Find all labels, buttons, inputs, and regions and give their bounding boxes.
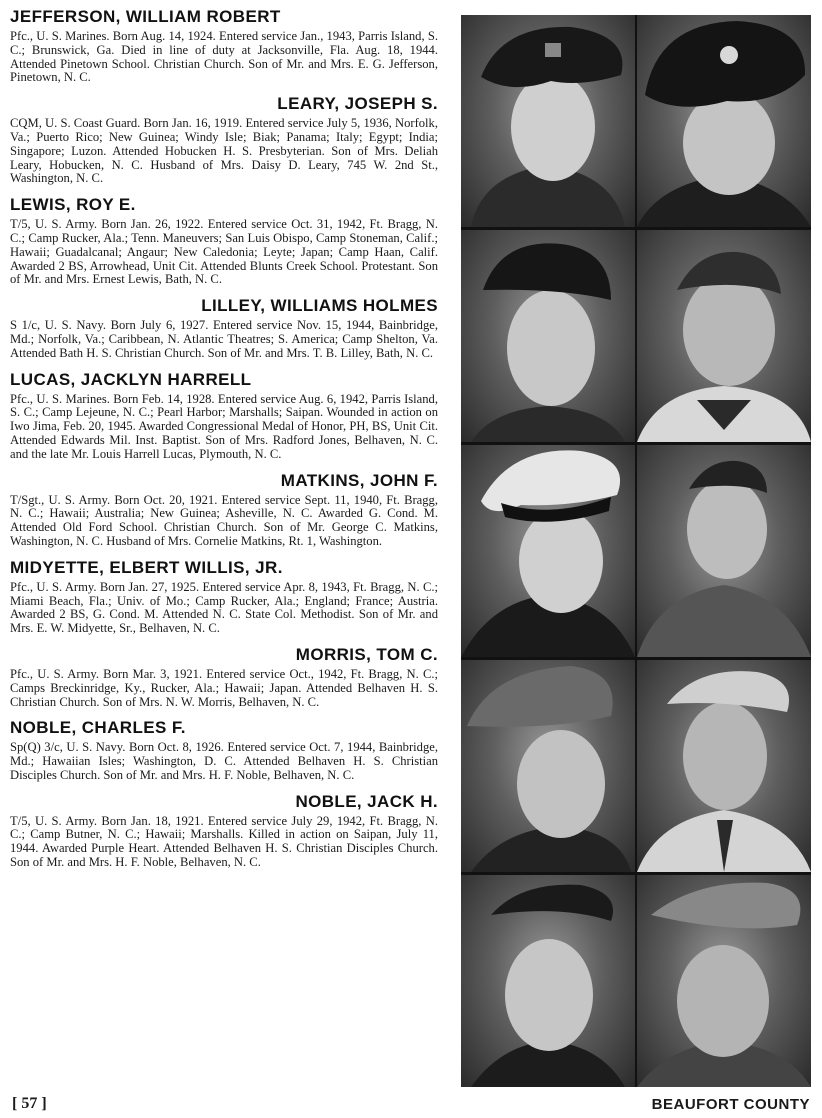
entry-name: MATKINS, JOHN F.	[280, 470, 438, 490]
entry-bio: S 1/c, U. S. Navy. Born July 6, 1927. Entered service Nov. 15, 1944, Bainbridge, Md.; Norfolk, Va.; Caribbean, N. Atlantic Theatres; S. America; Camp Shelton, Va. Attended Bath H. S. Christian Church. Son of Mr. and Mrs. T. B. Lilley, Bath, N. C.	[10, 318, 438, 360]
entry-matkins	[10, 470, 438, 549]
entry-bio: Pfc., U. S. Army. Born Jan. 27, 1925. Entered service Apr. 8, 1943, Ft. Bragg, N. C.; Miami Beach, Fla.; Univ. of Mo.; Camp Rucker, Ala.; England; France; Austria. Awarded 2 BS, G. Cond. M. Attended N. C. State Col. Methodist. Son of Mr. and Mrs. E. W. Midyette, Sr., Belhaven, N. C.	[10, 579, 438, 636]
entry-name: LILLEY, WILLIAMS HOLMES	[201, 296, 438, 316]
entry-lewis	[10, 194, 438, 287]
entry-leary	[10, 93, 438, 186]
entry-bio: T/5, U. S. Army. Born Jan. 18, 1921. Entered service July 29, 1942, Ft. Bragg, N. C.; Camp Butner, N. C.; Hawaii; Marshalls. Killed in action on Saipan, July 11, 1944. Awarded Purple Heart. Attended Belhaven H. S. Christian Disciples Church. Son of Mr. and Mrs. H. F. Noble, Belhaven, N. C.	[10, 813, 438, 870]
portrait-silhouette	[461, 15, 635, 227]
entry-jefferson	[10, 6, 438, 85]
entry-midyette	[10, 557, 438, 636]
entry-bio: Pfc., U. S. Army. Born Mar. 3, 1921. Entered service Oct., 1942, Ft. Bragg, N. C.; Camps Breckinridge, Ky., Rucker, Ala.; Hawaii; Japan. Attended Belhaven H. S. Christian Church. Son of Mrs. N. W. Morris, Belhaven, N. C.	[10, 666, 438, 709]
portrait-silhouette	[461, 445, 635, 657]
portrait-lewis	[461, 230, 635, 442]
entry-name: LEARY, JOSEPH S.	[277, 94, 438, 114]
entry-bio: T/5, U. S. Army. Born Jan. 26, 1922. Entered service Oct. 31, 1942, Ft. Bragg, N. C.; Camp Rucker, Ala.; Tenn. Maneuvers; San Luis Obispo, Camp Stoneman, Calif.; Hawaii; Guadalcanal; Angaur; New Caledonia; Leyte; Japan; Camp Haan, Calif. Awarded 2 BS, Arrowhead, Unit Cit. Attended Blunts Creek School. Protestant. Son of Mr. and Mrs. Ernest Lewis, Bath, N. C.	[10, 217, 438, 287]
portrait-lucas	[461, 445, 635, 657]
entry-lilley	[10, 295, 438, 360]
portrait-silhouette	[637, 445, 811, 657]
portrait-morris	[637, 660, 811, 872]
portrait-silhouette	[637, 660, 811, 872]
portrait-leary	[637, 15, 811, 227]
portrait-silhouette	[461, 230, 635, 442]
entry-bio: CQM, U. S. Coast Guard. Born Jan. 16, 1919. Entered service July 5, 1936, Norfolk, Va.; Puerto Rico; New Guinea; Windy Isle; Biak; Panama; Italy; Egypt; India; Singapore; Luzon. Attended Hobucken H. S. Presbyterian. Son of Mrs. Deliah Leary, Hobucken, N. C. Husband of Mrs. Daisy D. Leary, 745 W. 2nd St., Washington, N. C.	[10, 116, 438, 186]
entry-bio: Pfc., U. S. Marines. Born Feb. 14, 1928. Entered service Aug. 6, 1942, Parris Island, S. C.; Camp Lejeune, N. C.; Pearl Harbor; Marshalls; Saipan. Wounded in action on Iwo Jima, Feb. 20, 1945. Awarded Congressional Medal of Honor, PH, BS, Unit Cit. Attended Edwards Mil. Inst. Baptist. Son of Mrs. Radford Jones, Belhaven, N. C. and the late Mr. Louis Harrell Lucas, Plymouth, N. C.	[10, 391, 438, 461]
entry-name: LEWIS, ROY E.	[10, 195, 136, 215]
portrait-silhouette	[461, 875, 635, 1087]
portrait-noble-charles	[461, 875, 635, 1087]
portrait-lilley	[637, 230, 811, 442]
portrait-silhouette	[637, 875, 811, 1087]
entry-bio: Pfc., U. S. Marines. Born Aug. 14, 1924. Entered service Jan., 1943, Parris Island, S. C.; Brunswick, Ga. Died in line of duty at Jacksonville, Fla. Aug. 18, 1944. Attended Pinetown School. Christian Church. Son of Mr. and Mrs. E. G. Jefferson, Pinetown, N. C.	[10, 29, 438, 85]
page-number: [ 57 ]	[12, 1095, 47, 1112]
entry-lucas	[10, 369, 438, 462]
portrait-jefferson	[461, 15, 635, 227]
entry-morris	[10, 644, 438, 709]
entry-name: JEFFERSON, WILLIAM ROBERT	[10, 7, 281, 26]
entry-bio: T/Sgt., U. S. Army. Born Oct. 20, 1921. Entered service Sept. 11, 1940, Ft. Bragg, N. C.; Hawaii; Australia; New Guinea; Asheville, N. C. Awarded G. Cond. M. Attended Old Ford School. Christian Church. Son of Mr. George C. Matkins, Washington, N. C. Husband of Mrs. Cornelie Matkins, Rt. 1, Washington.	[10, 492, 438, 548]
portrait-midyette	[461, 660, 635, 872]
entry-name: MIDYETTE, ELBERT WILLIS, JR.	[10, 557, 283, 577]
entry-name: MORRIS, TOM C.	[295, 644, 438, 664]
portrait-noble-jack	[637, 875, 811, 1087]
entry-name: NOBLE, CHARLES F.	[10, 718, 186, 738]
portrait-silhouette	[637, 230, 811, 442]
portrait-silhouette	[461, 660, 635, 872]
portrait-silhouette	[637, 15, 811, 227]
entry-name: LUCAS, JACKLYN HARRELL	[10, 369, 252, 389]
entry-noble-charles	[10, 717, 438, 782]
county-label: BEAUFORT COUNTY	[651, 1096, 810, 1113]
entry-noble-jack	[10, 791, 438, 870]
portrait-grid	[461, 15, 811, 1087]
entry-name: NOBLE, JACK H.	[295, 791, 438, 811]
portrait-matkins	[637, 445, 811, 657]
entry-bio: Sp(Q) 3/c, U. S. Navy. Born Oct. 8, 1926. Entered service Oct. 7, 1944, Bainbridge, Md.; Hawaiian Isles; Washington, D. C. Attended Belhaven H. S. Christian Disciples Church. Son of Mr. and Mrs. H. F. Noble, Belhaven, N. C.	[10, 740, 438, 782]
biography-column	[10, 6, 438, 878]
